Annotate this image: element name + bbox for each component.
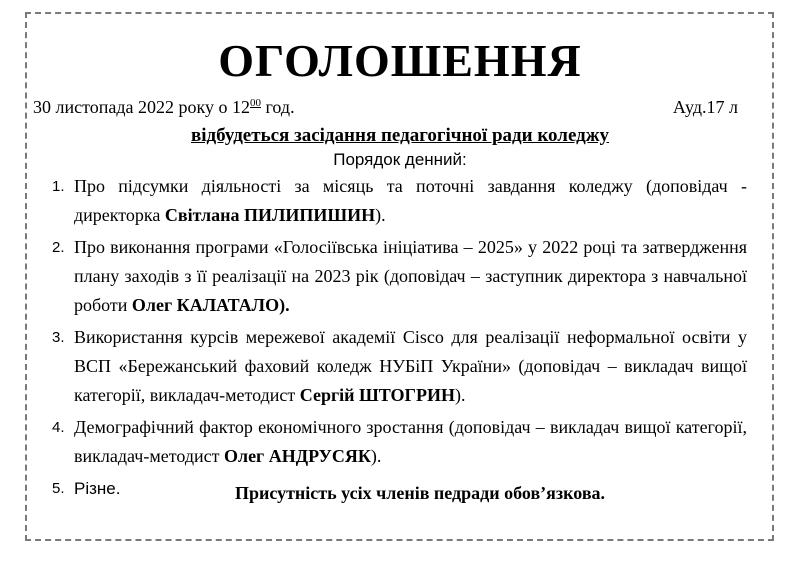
agenda-item-text-end: ). <box>455 385 466 405</box>
agenda-item-number: 5. <box>52 480 65 497</box>
agenda-item-speaker: Світлана ПИЛИПИШИН <box>164 205 376 225</box>
agenda-item-number: 3. <box>52 329 65 346</box>
agenda-item-text-end: ). <box>375 205 386 225</box>
agenda-item-text: Про виконання програми «Голосіївська ініціатива – 2025» у 2022 році та затвердження плану заходів з її реалізації на 2023 рік (доповідач – заступник директора з навчальної роботи <box>74 237 747 315</box>
agenda-item-speaker: Сергій ШТОГРИН <box>299 385 455 405</box>
meeting-date <box>33 96 295 118</box>
agenda-heading: Порядок денний: <box>333 150 467 169</box>
agenda-item-speaker: Олег КАЛАТАЛО). <box>131 295 290 315</box>
agenda-item-2 <box>52 233 747 320</box>
agenda-item-text: Різне. <box>74 479 121 498</box>
agenda-item-text: Використання курсів мережевої академії Cisco для реалізації неформальної освіти у ВСП «Бережанський фаховий коледж НУБіП України» (доповідач – викладач вищої категорії, викладач-методист <box>74 327 747 405</box>
agenda-item-number: 2. <box>52 239 65 256</box>
agenda-list <box>52 172 747 506</box>
agenda-item-1 <box>52 172 747 230</box>
agenda-item-speaker: Олег АНДРУСЯК <box>223 446 371 466</box>
agenda-item-3 <box>52 323 747 410</box>
date-text: 30 листопада 2022 року о 12 <box>33 97 250 117</box>
date-minutes: 00 <box>250 97 261 109</box>
announcement-title: ОГОЛОШЕННЯ <box>218 35 582 86</box>
agenda-item-text: Демографічний фактор економічного зростання (доповідач – викладач вищої категорії, викладач-методист <box>74 417 747 466</box>
attendance-note: Присутність усіх членів педради обов’язкова. <box>234 483 606 503</box>
agenda-item-number: 1. <box>52 178 65 195</box>
agenda-item-number: 4. <box>52 419 65 436</box>
agenda-item-text-end: ). <box>370 446 382 466</box>
agenda-item-4 <box>52 413 747 471</box>
meeting-subtitle: відбудеться засідання педагогічної ради коледжу <box>190 125 610 146</box>
date-suffix: год. <box>261 97 295 117</box>
agenda-item-text: Про підсумки діяльності за місяць та поточні завдання коледжу (доповідач - директорка <box>74 176 747 225</box>
meeting-room: Ауд.17 л <box>672 97 738 117</box>
